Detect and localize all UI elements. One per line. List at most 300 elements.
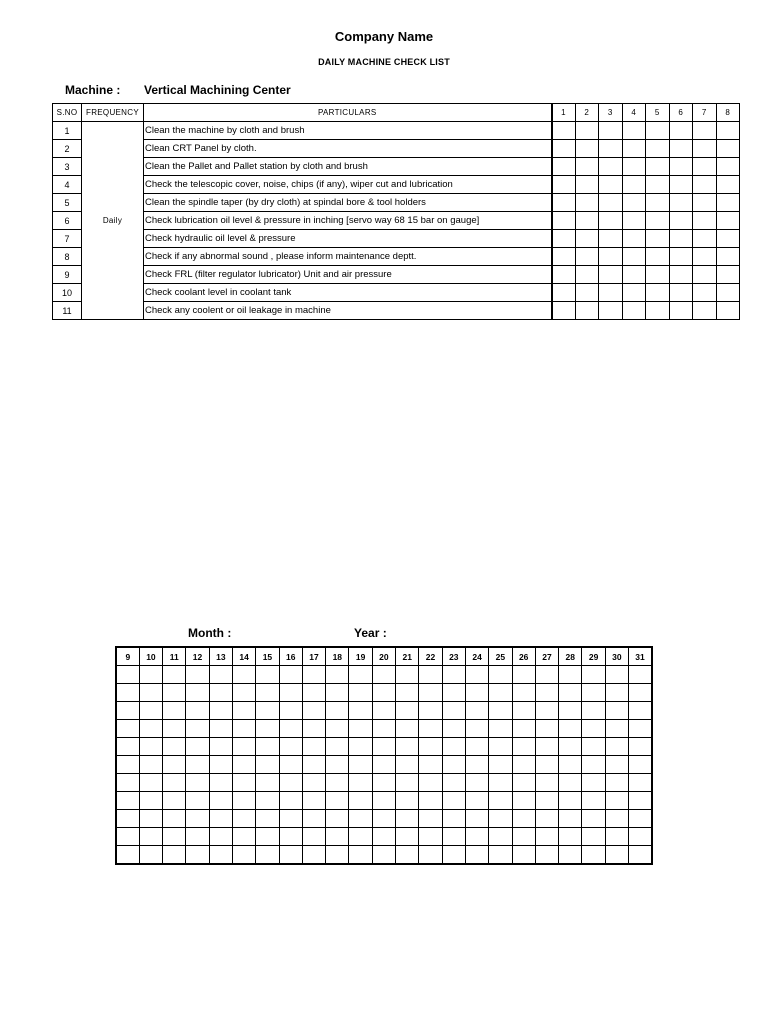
- day-grid-cell[interactable]: [279, 774, 302, 792]
- check-box-cell[interactable]: [716, 230, 740, 248]
- day-grid-cell[interactable]: [465, 720, 488, 738]
- check-box-cell[interactable]: [599, 212, 623, 230]
- check-box-cell[interactable]: [552, 194, 576, 212]
- day-grid-cell[interactable]: [605, 738, 628, 756]
- day-grid-cell[interactable]: [419, 720, 442, 738]
- day-grid-cell[interactable]: [535, 684, 558, 702]
- day-grid-cell[interactable]: [232, 702, 255, 720]
- day-grid-cell[interactable]: [209, 810, 232, 828]
- day-grid-cell[interactable]: [186, 774, 209, 792]
- day-grid-cell[interactable]: [372, 666, 395, 684]
- day-grid-cell[interactable]: [163, 810, 186, 828]
- day-grid-cell[interactable]: [535, 792, 558, 810]
- check-box-cell[interactable]: [693, 266, 717, 284]
- check-box-cell[interactable]: [646, 302, 670, 320]
- day-grid-cell[interactable]: [582, 702, 605, 720]
- day-grid-cell[interactable]: [512, 828, 535, 846]
- check-box-cell[interactable]: [622, 266, 646, 284]
- day-grid-cell[interactable]: [372, 756, 395, 774]
- day-grid-cell[interactable]: [349, 684, 372, 702]
- day-grid-cell[interactable]: [629, 828, 652, 846]
- check-box-cell[interactable]: [552, 284, 576, 302]
- check-box-cell[interactable]: [646, 194, 670, 212]
- day-grid-cell[interactable]: [186, 666, 209, 684]
- check-box-cell[interactable]: [575, 284, 599, 302]
- check-box-cell[interactable]: [716, 194, 740, 212]
- check-box-cell[interactable]: [669, 284, 693, 302]
- check-box-cell[interactable]: [575, 266, 599, 284]
- day-grid-cell[interactable]: [302, 846, 325, 865]
- day-grid-cell[interactable]: [256, 666, 279, 684]
- day-grid-cell[interactable]: [349, 828, 372, 846]
- day-grid-cell[interactable]: [605, 828, 628, 846]
- day-grid-cell[interactable]: [139, 828, 162, 846]
- day-grid-cell[interactable]: [419, 684, 442, 702]
- day-grid-cell[interactable]: [512, 702, 535, 720]
- day-grid-cell[interactable]: [396, 792, 419, 810]
- day-grid-cell[interactable]: [232, 846, 255, 865]
- day-grid-cell[interactable]: [489, 738, 512, 756]
- check-box-cell[interactable]: [669, 266, 693, 284]
- day-grid-cell[interactable]: [209, 738, 232, 756]
- day-grid-cell[interactable]: [163, 684, 186, 702]
- day-grid-cell[interactable]: [605, 702, 628, 720]
- day-grid-cell[interactable]: [256, 756, 279, 774]
- day-grid-cell[interactable]: [512, 720, 535, 738]
- day-grid-cell[interactable]: [442, 684, 465, 702]
- day-grid-cell[interactable]: [116, 666, 139, 684]
- day-grid-cell[interactable]: [465, 666, 488, 684]
- day-grid-cell[interactable]: [256, 684, 279, 702]
- day-grid-cell[interactable]: [279, 792, 302, 810]
- day-grid-cell[interactable]: [302, 810, 325, 828]
- check-box-cell[interactable]: [716, 284, 740, 302]
- check-box-cell[interactable]: [693, 212, 717, 230]
- day-grid-cell[interactable]: [582, 846, 605, 865]
- day-grid-cell[interactable]: [209, 702, 232, 720]
- day-grid-cell[interactable]: [465, 828, 488, 846]
- check-box-cell[interactable]: [599, 122, 623, 140]
- day-grid-cell[interactable]: [326, 774, 349, 792]
- check-box-cell[interactable]: [693, 158, 717, 176]
- day-grid-cell[interactable]: [139, 666, 162, 684]
- check-box-cell[interactable]: [646, 212, 670, 230]
- day-grid-cell[interactable]: [163, 792, 186, 810]
- day-grid-cell[interactable]: [349, 774, 372, 792]
- day-grid-cell[interactable]: [559, 828, 582, 846]
- day-grid-cell[interactable]: [489, 756, 512, 774]
- check-box-cell[interactable]: [716, 266, 740, 284]
- day-grid-cell[interactable]: [396, 846, 419, 865]
- day-grid-cell[interactable]: [326, 828, 349, 846]
- check-box-cell[interactable]: [622, 284, 646, 302]
- day-grid-cell[interactable]: [116, 846, 139, 865]
- day-grid-cell[interactable]: [605, 756, 628, 774]
- day-grid-cell[interactable]: [116, 810, 139, 828]
- day-grid-cell[interactable]: [605, 720, 628, 738]
- day-grid-cell[interactable]: [442, 792, 465, 810]
- check-box-cell[interactable]: [599, 248, 623, 266]
- day-grid-cell[interactable]: [163, 846, 186, 865]
- day-grid-cell[interactable]: [489, 846, 512, 865]
- day-grid-cell[interactable]: [396, 720, 419, 738]
- day-grid-cell[interactable]: [535, 846, 558, 865]
- day-grid-cell[interactable]: [326, 666, 349, 684]
- day-grid-cell[interactable]: [209, 666, 232, 684]
- check-box-cell[interactable]: [716, 248, 740, 266]
- day-grid-cell[interactable]: [605, 774, 628, 792]
- day-grid-cell[interactable]: [349, 666, 372, 684]
- day-grid-cell[interactable]: [489, 810, 512, 828]
- day-grid-cell[interactable]: [232, 774, 255, 792]
- day-grid-cell[interactable]: [232, 792, 255, 810]
- check-box-cell[interactable]: [552, 302, 576, 320]
- day-grid-cell[interactable]: [512, 666, 535, 684]
- check-box-cell[interactable]: [599, 284, 623, 302]
- day-grid-cell[interactable]: [279, 702, 302, 720]
- day-grid-cell[interactable]: [302, 666, 325, 684]
- check-box-cell[interactable]: [716, 176, 740, 194]
- day-grid-cell[interactable]: [116, 720, 139, 738]
- day-grid-cell[interactable]: [372, 738, 395, 756]
- check-box-cell[interactable]: [716, 302, 740, 320]
- day-grid-cell[interactable]: [116, 684, 139, 702]
- day-grid-cell[interactable]: [163, 828, 186, 846]
- day-grid-cell[interactable]: [186, 756, 209, 774]
- day-grid-cell[interactable]: [372, 702, 395, 720]
- day-grid-cell[interactable]: [396, 738, 419, 756]
- day-grid-cell[interactable]: [349, 792, 372, 810]
- day-grid-cell[interactable]: [186, 792, 209, 810]
- check-box-cell[interactable]: [646, 158, 670, 176]
- day-grid-cell[interactable]: [559, 684, 582, 702]
- check-box-cell[interactable]: [622, 158, 646, 176]
- day-grid-cell[interactable]: [396, 756, 419, 774]
- day-grid-cell[interactable]: [559, 846, 582, 865]
- check-box-cell[interactable]: [669, 122, 693, 140]
- check-box-cell[interactable]: [622, 140, 646, 158]
- check-box-cell[interactable]: [599, 302, 623, 320]
- day-grid-cell[interactable]: [465, 702, 488, 720]
- day-grid-cell[interactable]: [419, 702, 442, 720]
- day-grid-cell[interactable]: [163, 720, 186, 738]
- check-box-cell[interactable]: [646, 284, 670, 302]
- day-grid-cell[interactable]: [302, 738, 325, 756]
- day-grid-cell[interactable]: [209, 828, 232, 846]
- day-grid-cell[interactable]: [535, 774, 558, 792]
- check-box-cell[interactable]: [669, 176, 693, 194]
- day-grid-cell[interactable]: [559, 792, 582, 810]
- day-grid-cell[interactable]: [465, 738, 488, 756]
- day-grid-cell[interactable]: [605, 684, 628, 702]
- day-grid-cell[interactable]: [419, 756, 442, 774]
- day-grid-cell[interactable]: [396, 774, 419, 792]
- day-grid-cell[interactable]: [186, 702, 209, 720]
- day-grid-cell[interactable]: [605, 666, 628, 684]
- check-box-cell[interactable]: [646, 140, 670, 158]
- day-grid-cell[interactable]: [232, 684, 255, 702]
- check-box-cell[interactable]: [693, 248, 717, 266]
- day-grid-cell[interactable]: [629, 720, 652, 738]
- day-grid-cell[interactable]: [535, 720, 558, 738]
- check-box-cell[interactable]: [575, 230, 599, 248]
- check-box-cell[interactable]: [693, 140, 717, 158]
- day-grid-cell[interactable]: [582, 810, 605, 828]
- day-grid-cell[interactable]: [209, 720, 232, 738]
- day-grid-cell[interactable]: [302, 828, 325, 846]
- day-grid-cell[interactable]: [163, 774, 186, 792]
- day-grid-cell[interactable]: [629, 846, 652, 865]
- day-grid-cell[interactable]: [419, 792, 442, 810]
- day-grid-cell[interactable]: [209, 774, 232, 792]
- day-grid-cell[interactable]: [326, 702, 349, 720]
- day-grid-cell[interactable]: [372, 810, 395, 828]
- day-grid-cell[interactable]: [419, 846, 442, 865]
- day-grid-cell[interactable]: [279, 720, 302, 738]
- day-grid-cell[interactable]: [535, 756, 558, 774]
- day-grid-cell[interactable]: [489, 792, 512, 810]
- day-grid-cell[interactable]: [163, 756, 186, 774]
- day-grid-cell[interactable]: [629, 738, 652, 756]
- day-grid-cell[interactable]: [256, 774, 279, 792]
- check-box-cell[interactable]: [599, 140, 623, 158]
- day-grid-cell[interactable]: [465, 792, 488, 810]
- day-grid-cell[interactable]: [232, 666, 255, 684]
- day-grid-cell[interactable]: [116, 756, 139, 774]
- day-grid-cell[interactable]: [139, 756, 162, 774]
- day-grid-cell[interactable]: [489, 774, 512, 792]
- day-grid-cell[interactable]: [442, 774, 465, 792]
- day-grid-cell[interactable]: [605, 792, 628, 810]
- day-grid-cell[interactable]: [116, 792, 139, 810]
- check-box-cell[interactable]: [646, 176, 670, 194]
- day-grid-cell[interactable]: [582, 828, 605, 846]
- day-grid-cell[interactable]: [139, 720, 162, 738]
- check-box-cell[interactable]: [622, 230, 646, 248]
- check-box-cell[interactable]: [693, 284, 717, 302]
- day-grid-cell[interactable]: [163, 666, 186, 684]
- day-grid-cell[interactable]: [582, 738, 605, 756]
- day-grid-cell[interactable]: [489, 720, 512, 738]
- day-grid-cell[interactable]: [582, 720, 605, 738]
- day-grid-cell[interactable]: [442, 738, 465, 756]
- check-box-cell[interactable]: [552, 122, 576, 140]
- day-grid-cell[interactable]: [372, 684, 395, 702]
- day-grid-cell[interactable]: [629, 702, 652, 720]
- check-box-cell[interactable]: [693, 122, 717, 140]
- day-grid-cell[interactable]: [465, 846, 488, 865]
- day-grid-cell[interactable]: [372, 720, 395, 738]
- check-box-cell[interactable]: [646, 248, 670, 266]
- check-box-cell[interactable]: [693, 176, 717, 194]
- day-grid-cell[interactable]: [582, 684, 605, 702]
- check-box-cell[interactable]: [693, 302, 717, 320]
- day-grid-cell[interactable]: [512, 756, 535, 774]
- day-grid-cell[interactable]: [232, 828, 255, 846]
- check-box-cell[interactable]: [622, 194, 646, 212]
- day-grid-cell[interactable]: [139, 684, 162, 702]
- check-box-cell[interactable]: [669, 158, 693, 176]
- day-grid-cell[interactable]: [256, 810, 279, 828]
- check-box-cell[interactable]: [669, 140, 693, 158]
- day-grid-cell[interactable]: [186, 846, 209, 865]
- day-grid-cell[interactable]: [186, 828, 209, 846]
- check-box-cell[interactable]: [669, 194, 693, 212]
- day-grid-cell[interactable]: [396, 828, 419, 846]
- day-grid-cell[interactable]: [279, 738, 302, 756]
- day-grid-cell[interactable]: [396, 684, 419, 702]
- day-grid-cell[interactable]: [559, 810, 582, 828]
- day-grid-cell[interactable]: [629, 666, 652, 684]
- day-grid-cell[interactable]: [302, 774, 325, 792]
- check-box-cell[interactable]: [646, 122, 670, 140]
- day-grid-cell[interactable]: [349, 846, 372, 865]
- check-box-cell[interactable]: [599, 158, 623, 176]
- day-grid-cell[interactable]: [209, 846, 232, 865]
- day-grid-cell[interactable]: [209, 684, 232, 702]
- check-box-cell[interactable]: [669, 248, 693, 266]
- day-grid-cell[interactable]: [163, 702, 186, 720]
- day-grid-cell[interactable]: [209, 792, 232, 810]
- day-grid-cell[interactable]: [629, 792, 652, 810]
- day-grid-cell[interactable]: [302, 792, 325, 810]
- check-box-cell[interactable]: [716, 122, 740, 140]
- day-grid-cell[interactable]: [582, 666, 605, 684]
- day-grid-cell[interactable]: [139, 846, 162, 865]
- day-grid-cell[interactable]: [302, 702, 325, 720]
- day-grid-cell[interactable]: [349, 720, 372, 738]
- day-grid-cell[interactable]: [442, 810, 465, 828]
- day-grid-cell[interactable]: [442, 720, 465, 738]
- day-grid-cell[interactable]: [465, 756, 488, 774]
- day-grid-cell[interactable]: [256, 846, 279, 865]
- day-grid-cell[interactable]: [256, 828, 279, 846]
- day-grid-cell[interactable]: [139, 738, 162, 756]
- day-grid-cell[interactable]: [629, 810, 652, 828]
- check-box-cell[interactable]: [575, 194, 599, 212]
- check-box-cell[interactable]: [575, 212, 599, 230]
- day-grid-cell[interactable]: [349, 810, 372, 828]
- day-grid-cell[interactable]: [605, 846, 628, 865]
- check-box-cell[interactable]: [575, 122, 599, 140]
- check-box-cell[interactable]: [716, 140, 740, 158]
- day-grid-cell[interactable]: [186, 738, 209, 756]
- check-box-cell[interactable]: [552, 176, 576, 194]
- day-grid-cell[interactable]: [256, 702, 279, 720]
- day-grid-cell[interactable]: [326, 810, 349, 828]
- day-grid-cell[interactable]: [186, 720, 209, 738]
- day-grid-cell[interactable]: [302, 684, 325, 702]
- check-box-cell[interactable]: [622, 212, 646, 230]
- day-grid-cell[interactable]: [442, 846, 465, 865]
- check-box-cell[interactable]: [552, 140, 576, 158]
- day-grid-cell[interactable]: [232, 720, 255, 738]
- day-grid-cell[interactable]: [116, 738, 139, 756]
- day-grid-cell[interactable]: [512, 792, 535, 810]
- day-grid-cell[interactable]: [139, 702, 162, 720]
- check-box-cell[interactable]: [552, 266, 576, 284]
- check-box-cell[interactable]: [575, 158, 599, 176]
- day-grid-cell[interactable]: [582, 792, 605, 810]
- day-grid-cell[interactable]: [232, 810, 255, 828]
- check-box-cell[interactable]: [552, 230, 576, 248]
- day-grid-cell[interactable]: [232, 738, 255, 756]
- day-grid-cell[interactable]: [279, 810, 302, 828]
- day-grid-cell[interactable]: [349, 702, 372, 720]
- day-grid-cell[interactable]: [559, 720, 582, 738]
- check-box-cell[interactable]: [575, 302, 599, 320]
- day-grid-cell[interactable]: [279, 666, 302, 684]
- check-box-cell[interactable]: [575, 176, 599, 194]
- check-box-cell[interactable]: [552, 158, 576, 176]
- day-grid-cell[interactable]: [139, 792, 162, 810]
- day-grid-cell[interactable]: [116, 828, 139, 846]
- day-grid-cell[interactable]: [419, 666, 442, 684]
- day-grid-cell[interactable]: [139, 810, 162, 828]
- check-box-cell[interactable]: [669, 302, 693, 320]
- day-grid-cell[interactable]: [489, 666, 512, 684]
- day-grid-cell[interactable]: [535, 702, 558, 720]
- day-grid-cell[interactable]: [419, 828, 442, 846]
- day-grid-cell[interactable]: [489, 828, 512, 846]
- day-grid-cell[interactable]: [559, 738, 582, 756]
- day-grid-cell[interactable]: [535, 810, 558, 828]
- day-grid-cell[interactable]: [512, 684, 535, 702]
- day-grid-cell[interactable]: [279, 846, 302, 865]
- check-box-cell[interactable]: [669, 230, 693, 248]
- check-box-cell[interactable]: [622, 122, 646, 140]
- day-grid-cell[interactable]: [559, 666, 582, 684]
- day-grid-cell[interactable]: [559, 756, 582, 774]
- check-box-cell[interactable]: [716, 158, 740, 176]
- check-box-cell[interactable]: [646, 266, 670, 284]
- day-grid-cell[interactable]: [326, 756, 349, 774]
- day-grid-cell[interactable]: [279, 828, 302, 846]
- check-box-cell[interactable]: [575, 248, 599, 266]
- day-grid-cell[interactable]: [535, 828, 558, 846]
- day-grid-cell[interactable]: [139, 774, 162, 792]
- day-grid-cell[interactable]: [302, 720, 325, 738]
- day-grid-cell[interactable]: [629, 684, 652, 702]
- day-grid-cell[interactable]: [442, 828, 465, 846]
- day-grid-cell[interactable]: [465, 774, 488, 792]
- day-grid-cell[interactable]: [582, 774, 605, 792]
- day-grid-cell[interactable]: [116, 702, 139, 720]
- day-grid-cell[interactable]: [186, 684, 209, 702]
- day-grid-cell[interactable]: [349, 738, 372, 756]
- day-grid-cell[interactable]: [163, 738, 186, 756]
- day-grid-cell[interactable]: [279, 756, 302, 774]
- day-grid-cell[interactable]: [512, 774, 535, 792]
- day-grid-cell[interactable]: [186, 810, 209, 828]
- check-box-cell[interactable]: [693, 194, 717, 212]
- day-grid-cell[interactable]: [326, 684, 349, 702]
- day-grid-cell[interactable]: [326, 792, 349, 810]
- day-grid-cell[interactable]: [442, 702, 465, 720]
- day-grid-cell[interactable]: [512, 846, 535, 865]
- day-grid-cell[interactable]: [465, 810, 488, 828]
- day-grid-cell[interactable]: [372, 774, 395, 792]
- day-grid-cell[interactable]: [419, 738, 442, 756]
- day-grid-cell[interactable]: [605, 810, 628, 828]
- day-grid-cell[interactable]: [302, 756, 325, 774]
- day-grid-cell[interactable]: [512, 810, 535, 828]
- day-grid-cell[interactable]: [372, 792, 395, 810]
- check-box-cell[interactable]: [622, 176, 646, 194]
- day-grid-cell[interactable]: [326, 720, 349, 738]
- day-grid-cell[interactable]: [489, 702, 512, 720]
- check-box-cell[interactable]: [646, 230, 670, 248]
